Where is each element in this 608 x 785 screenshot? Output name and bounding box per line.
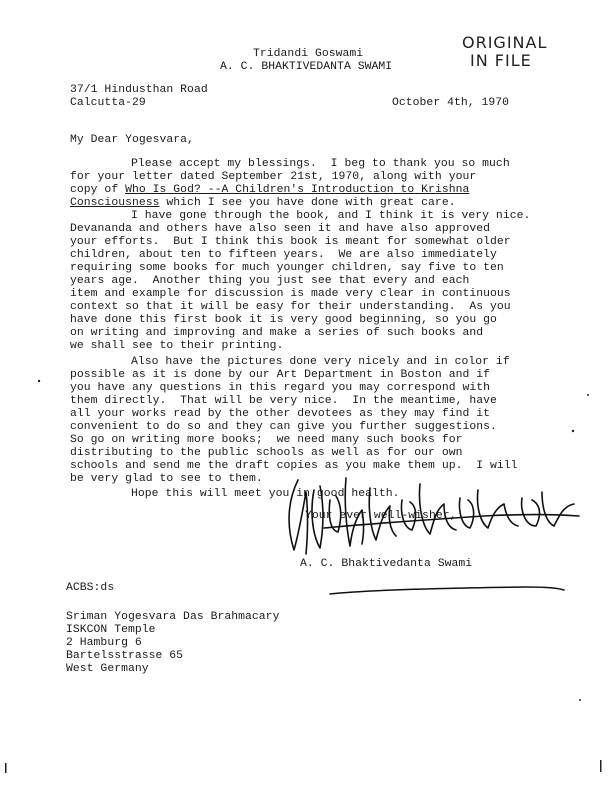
- body-line: schools and send me the draft copies as you make them up. I will: [70, 460, 518, 472]
- body-text: copy of: [70, 184, 126, 196]
- body-line: you have any questions in this regard you may correspond with: [70, 382, 491, 394]
- body-line: we shall see to their printing.: [70, 340, 284, 352]
- body-line: them directly. That will be very nice. In the meantime, have: [70, 395, 497, 407]
- recipient-line-2: ISKCON Temple: [66, 624, 156, 636]
- recipient-line-5: West Germany: [66, 663, 149, 675]
- stamp-line-2: IN FILE: [470, 51, 532, 70]
- body-line: be very glad to see to them.: [70, 473, 263, 485]
- body-line: distributing to the public schools as well as for our own: [70, 447, 463, 459]
- book-title: Who Is God? --A Children's Introduction to Krishna: [125, 184, 470, 196]
- body-line: for your letter dated September 21st, 1970, along with your: [70, 171, 477, 183]
- body-line: So go on writing more books; we need many such books for: [70, 434, 463, 446]
- body-line: children, about ten to fifteen years. We are also immediately: [70, 249, 497, 261]
- letterhead-line-2: A. C. BHAKTIVEDANTA SWAMI: [220, 61, 393, 73]
- recipient-line-4: Bartelsstrasse 65: [66, 650, 184, 662]
- closing: Your ever well-wisher,: [305, 510, 457, 522]
- address-line-1: 37/1 Hindusthan Road: [70, 84, 208, 96]
- recipient-line-3: 2 Hamburg 6: [66, 637, 142, 649]
- body-line: on writing and improving and make a series of such books and: [70, 327, 484, 339]
- body-line: have done this first book it is very good beginning, so you go: [70, 314, 497, 326]
- recipient-line-1: Sriman Yogesvara Das Brahmacary: [66, 611, 280, 623]
- body-line: Hope this will meet you in good health.: [131, 488, 400, 500]
- salutation: My Dear Yogesvara,: [70, 134, 194, 146]
- reference-initials: ACBS:ds: [66, 582, 115, 594]
- typed-signature-name: A. C. Bhaktivedanta Swami: [300, 558, 473, 570]
- body-line: Also have the pictures done very nicely and in color if: [131, 356, 510, 368]
- body-text: which I see you have done with great care.: [159, 197, 456, 209]
- book-title-cont: Consciousness: [70, 197, 160, 209]
- body-line: Devananda and others have also seen it and have also approved: [70, 223, 491, 235]
- stamp-line-1: ORIGINAL: [462, 33, 548, 52]
- body-line: all your works read by the other devotees as they may find it: [70, 408, 491, 420]
- letterhead-line-1: Tridandi Goswami: [253, 48, 364, 60]
- body-line: Please accept my blessings. I beg to thank you so much: [131, 158, 510, 170]
- body-line: I have gone through the book, and I think it is very nice.: [131, 210, 531, 222]
- address-line-2: Calcutta-29: [70, 97, 146, 109]
- body-line: context so that it will be easy for their understanding. As you: [70, 301, 511, 313]
- body-line: your efforts. But I think this book is meant for somewhat older: [70, 236, 511, 248]
- body-line: possible as it is done by our Art Department in Boston and if: [70, 369, 491, 381]
- body-line: item and example for discussion is made very clear in continuous: [70, 288, 511, 300]
- letter-date: October 4th, 1970: [392, 97, 510, 109]
- body-line: requiring some books for much younger children, say five to ten: [70, 262, 504, 274]
- body-line: convenient to do so and they can give you further suggestions.: [70, 421, 497, 433]
- body-line: years age. Another thing you just see that every and each: [70, 275, 470, 287]
